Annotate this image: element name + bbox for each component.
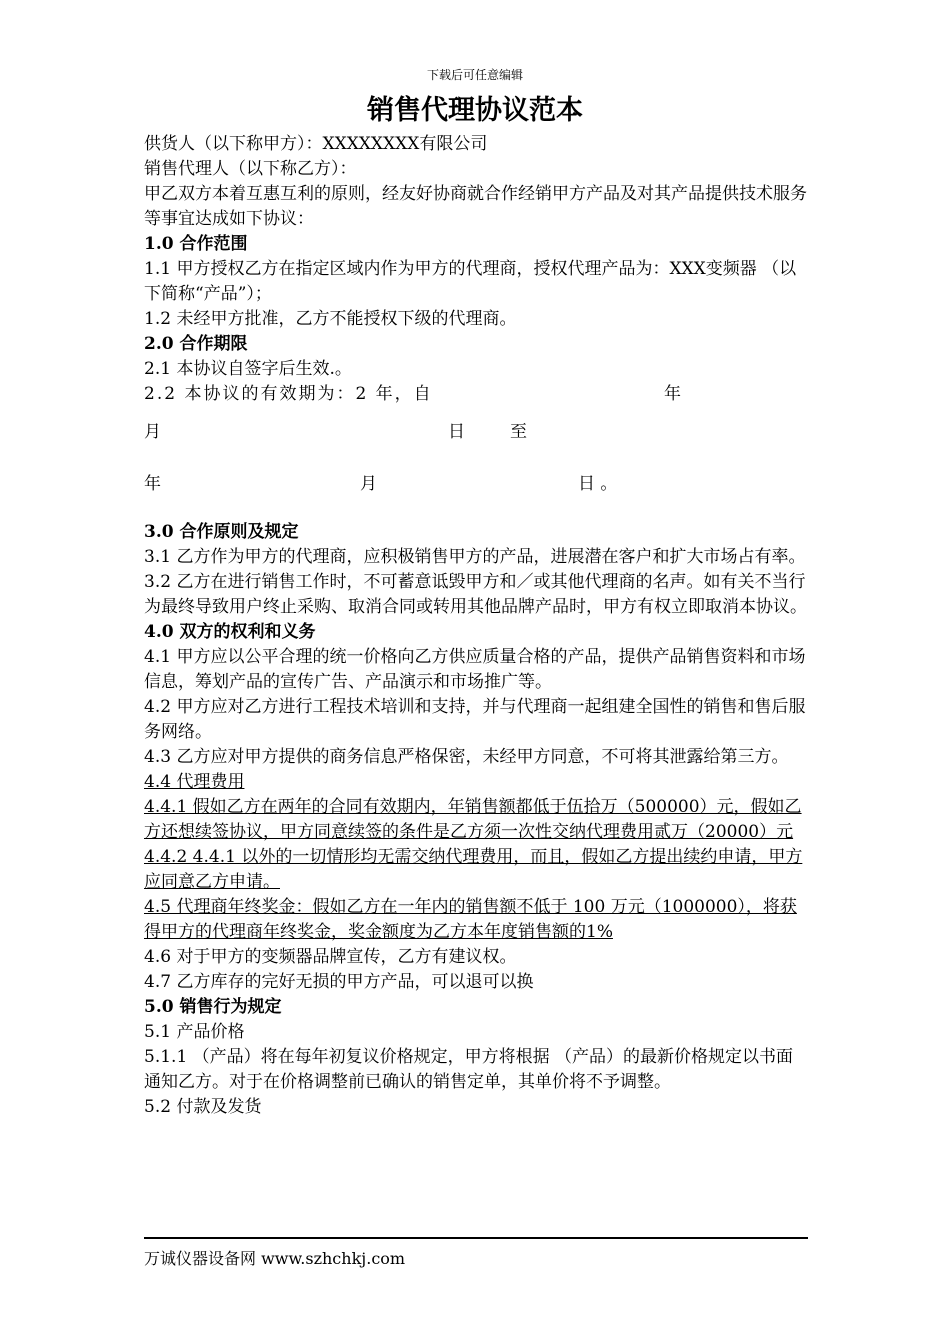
- document-body: [144, 132, 808, 1120]
- intro-paragraph: 甲乙双方本着互惠互利的原则，经友好协商就合作经销甲方产品及对其产品提供技术服务等事宜达成如下协议：: [144, 184, 807, 229]
- clause-4-7: 4.7 乙方库存的完好无损的甲方产品，可以退可以换: [144, 972, 534, 992]
- clause-2-1: 2.1 本协议自签字后生效.。: [144, 359, 352, 379]
- clause-4-4-1: 4.4.1 假如乙方在两年的合同有效期内，年销售额都低于伍拾万（500000）元，假如乙方还想续签协议，甲方同意续签的条件是乙方须一次性交纳代理费用贰万（20000）元: [144, 797, 802, 842]
- clause-2-2-line3: [144, 472, 808, 520]
- document-title: 销售代理协议范本: [367, 95, 583, 126]
- clause-2-2-to: 至: [510, 422, 527, 442]
- section-5-heading: 5.0 销售行为规定: [144, 997, 282, 1017]
- clause-5-1-1: 5.1.1 （产品）将在每年初复议价格规定，甲方将根据 （产品）的最新价格规定以书面通知乙方。对于在价格调整前已确认的销售定单，其单价将不予调整。: [144, 1047, 794, 1092]
- clause-3-1: 3.1 乙方作为甲方的代理商，应积极销售甲方的产品，进展潜在客户和扩大市场占有率。: [144, 547, 806, 567]
- clause-2-2-month2: 月: [360, 474, 377, 494]
- footer-divider: [144, 1237, 808, 1239]
- clause-5-1: 5.1 产品价格: [144, 1022, 245, 1042]
- section-2-heading: 2.0 合作期限: [144, 334, 248, 354]
- section-3-heading: 3.0 合作原则及规定: [144, 522, 299, 542]
- section-4-heading: 4.0 双方的权利和义务: [144, 622, 316, 642]
- clause-5-2: 5.2 付款及发货: [144, 1097, 262, 1117]
- clause-4-2: 4.2 甲方应对乙方进行工程技术培训和支持，并与代理商一起组建全国性的销售和售后服务网络。: [144, 697, 806, 742]
- clause-3-2: 3.2 乙方在进行销售工作时，不可蓄意诋毁甲方和／或其他代理商的名声。如有关不当行为最终导致用户终止采购、取消合同或转用其他品牌产品时，甲方有权立即取消本协议。: [144, 572, 807, 617]
- clause-2-2-year1: 年: [664, 384, 681, 404]
- clause-2-2-year2: 年: [144, 474, 161, 494]
- clause-2-2-day1: 日: [448, 422, 465, 442]
- party-a: 供货人（以下称甲方）：XXXXXXXX有限公司: [144, 134, 488, 154]
- clause-2-2-month1: 月: [144, 422, 161, 442]
- clause-4-5: 4.5 代理商年终奖金：假如乙方在一年内的销售额不低于 100 万元（1000000），将获得甲方的代理商年终奖金，奖金额度为乙方本年度销售额的1%: [144, 897, 797, 942]
- clause-4-4: 4.4 代理费用: [144, 772, 245, 792]
- clause-4-4-2: 4.4.2 4.4.1 以外的一切情形均无需交纳代理费用，而且，假如乙方提出续约申请，甲方应同意乙方申请。: [144, 847, 803, 892]
- clause-2-2-line2: [144, 420, 808, 472]
- clause-4-1: 4.1 甲方应以公平合理的统一价格向乙方供应质量合格的产品，提供产品销售资料和市场信息，筹划产品的宣传广告、产品演示和市场推广等。: [144, 647, 806, 692]
- clause-4-3: 4.3 乙方应对甲方提供的商务信息严格保密，未经甲方同意，不可将其泄露给第三方。: [144, 747, 789, 767]
- clause-1-2: 1.2 未经甲方批准，乙方不能授权下级的代理商。: [144, 309, 517, 329]
- clause-2-2-text: 2.2 本协议的有效期为：2 年，自: [144, 384, 433, 404]
- section-1-heading: 1.0 合作范围: [144, 234, 248, 254]
- party-b: 销售代理人（以下称乙方）：: [144, 159, 357, 179]
- clause-2-2-line1: [144, 382, 808, 420]
- header-note: 下载后可任意编辑: [426, 68, 523, 82]
- clause-1-1: 1.1 甲方授权乙方在指定区域内作为甲方的代理商，授权代理产品为：XXX变频器 （以下简称“产品”）；: [144, 259, 797, 304]
- clause-4-6: 4.6 对于甲方的变频器品牌宣传，乙方有建议权。: [144, 947, 517, 967]
- clause-2-2-day2: 日 。: [578, 474, 618, 494]
- footer-text: 万诚仪器设备网 www.szhchkj.com: [144, 1249, 406, 1268]
